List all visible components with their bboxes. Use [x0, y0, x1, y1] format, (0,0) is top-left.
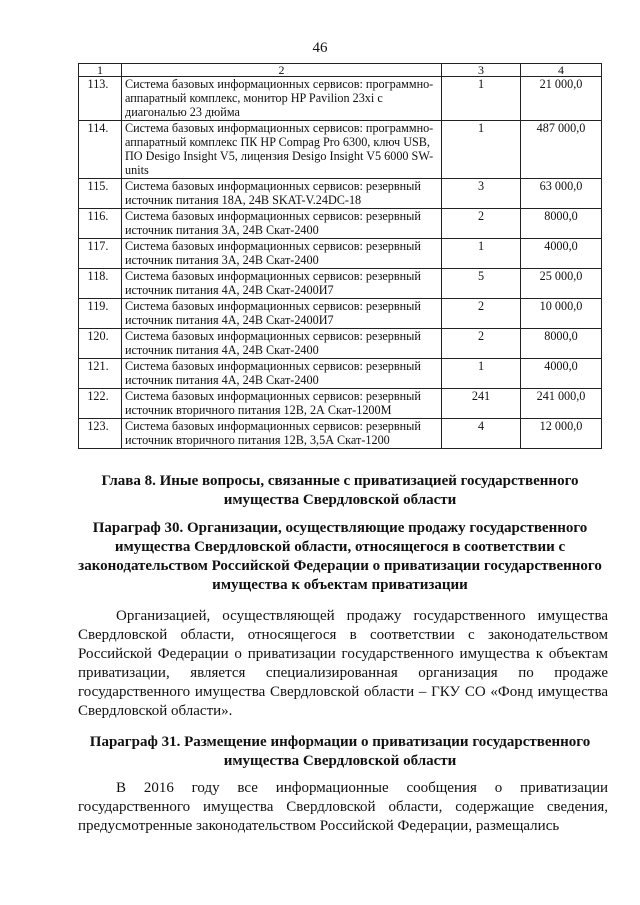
item-quantity: 2	[442, 329, 521, 359]
table-row	[79, 329, 602, 359]
item-value: 8000,0	[521, 329, 602, 359]
page-number: 46	[312, 40, 328, 56]
item-quantity: 3	[442, 179, 521, 209]
item-value: 21 000,0	[521, 77, 602, 121]
item-name: Система базовых информационных сервисов: программно-аппаратный комплекс ПК HP Compag Pro 6300, ключ USB, ПО Desigo Insight V5, лицензия Desigo Insight V5 6000 SW-units	[122, 121, 442, 179]
item-name: Система базовых информационных сервисов: резервный источник питания 4А, 24В Скат-2400	[122, 359, 442, 389]
row-number: 114.	[79, 121, 122, 179]
column-header: 3	[442, 64, 521, 77]
chapter-heading: Глава 8. Иные вопросы, связанные с приватизацией государственного имущества Свердловской области	[101, 473, 579, 508]
column-header: 2	[122, 64, 442, 77]
item-value: 63 000,0	[521, 179, 602, 209]
table-row	[79, 209, 602, 239]
item-value: 10 000,0	[521, 299, 602, 329]
row-number: 115.	[79, 179, 122, 209]
item-value: 241 000,0	[521, 389, 602, 419]
table-row	[79, 269, 602, 299]
item-quantity: 4	[442, 419, 521, 449]
table-row	[79, 299, 602, 329]
table-row	[79, 419, 602, 449]
item-quantity: 5	[442, 269, 521, 299]
item-quantity: 2	[442, 209, 521, 239]
item-name: Система базовых информационных сервисов: резервный источник питания 3А, 24В Скат-2400	[122, 239, 442, 269]
row-number: 118.	[79, 269, 122, 299]
table-row	[79, 389, 602, 419]
item-name: Система базовых информационных сервисов: резервный источник питания 4А, 24В Скат-2400И7	[122, 299, 442, 329]
item-name: Система базовых информационных сервисов: резервный источник питания 3А, 24В Скат-2400	[122, 209, 442, 239]
table-header-row	[79, 64, 602, 77]
item-name: Система базовых информационных сервисов: резервный источник питания 18А, 24В SKAT-V.24DC-18	[122, 179, 442, 209]
item-quantity: 2	[442, 299, 521, 329]
row-number: 120.	[79, 329, 122, 359]
row-number: 119.	[79, 299, 122, 329]
column-header: 1	[79, 64, 122, 77]
table-row	[79, 121, 602, 179]
item-value: 4000,0	[521, 359, 602, 389]
table-row	[79, 179, 602, 209]
item-name: Система базовых информационных сервисов: программно-аппаратный комплекс, монитор HP Pavilion 23xi с диагональю 23 дюйма	[122, 77, 442, 121]
item-quantity: 241	[442, 389, 521, 419]
table-row	[79, 77, 602, 121]
paragraph-31-text: В 2016 году все информационные сообщения о приватизации государственного имущества Свердловской области, содержащие сведения, предусмотренные законодательством Российской Федерации, размещались	[78, 780, 608, 834]
property-table	[78, 63, 602, 449]
item-quantity: 1	[442, 121, 521, 179]
item-value: 12 000,0	[521, 419, 602, 449]
item-quantity: 1	[442, 359, 521, 389]
item-value: 4000,0	[521, 239, 602, 269]
item-quantity: 1	[442, 239, 521, 269]
item-value: 487 000,0	[521, 121, 602, 179]
item-value: 8000,0	[521, 209, 602, 239]
paragraph-31-heading: Параграф 31. Размещение информации о приватизации государственного имущества Свердловской области	[89, 734, 591, 769]
item-name: Система базовых информационных сервисов: резервный источник питания 4А, 24В Скат-2400И7	[122, 269, 442, 299]
row-number: 123.	[79, 419, 122, 449]
item-name: Система базовых информационных сервисов: резервный источник вторичного питания 12В, 3,5А Скат-1200	[122, 419, 442, 449]
row-number: 113.	[79, 77, 122, 121]
row-number: 122.	[79, 389, 122, 419]
item-quantity: 1	[442, 77, 521, 121]
row-number: 117.	[79, 239, 122, 269]
paragraph-30-text: Организацией, осуществляющей продажу государственного имущества Свердловской области, относящегося в соответствии с законодательством Российской Федерации о приватизации государственного имущества к объектам приватизации, является специализированная организация по продаже государственного имущества Свердловской области – ГКУ СО «Фонд имущества Свердловской области».	[78, 608, 608, 719]
column-header: 4	[521, 64, 602, 77]
item-value: 25 000,0	[521, 269, 602, 299]
paragraph-30-heading: Параграф 30. Организации, осуществляющие продажу государственного имущества Свердловской области, относящегося в соответствии с законодательством Российской Федерации о приватизации государственного имущества к объектам приватизации	[78, 520, 602, 593]
row-number: 116.	[79, 209, 122, 239]
table-row	[79, 239, 602, 269]
table-row	[79, 359, 602, 389]
item-name: Система базовых информационных сервисов: резервный источник питания 4А, 24В Скат-2400	[122, 329, 442, 359]
item-name: Система базовых информационных сервисов: резервный источник вторичного питания 12В, 2А Скат-1200М	[122, 389, 442, 419]
row-number: 121.	[79, 359, 122, 389]
